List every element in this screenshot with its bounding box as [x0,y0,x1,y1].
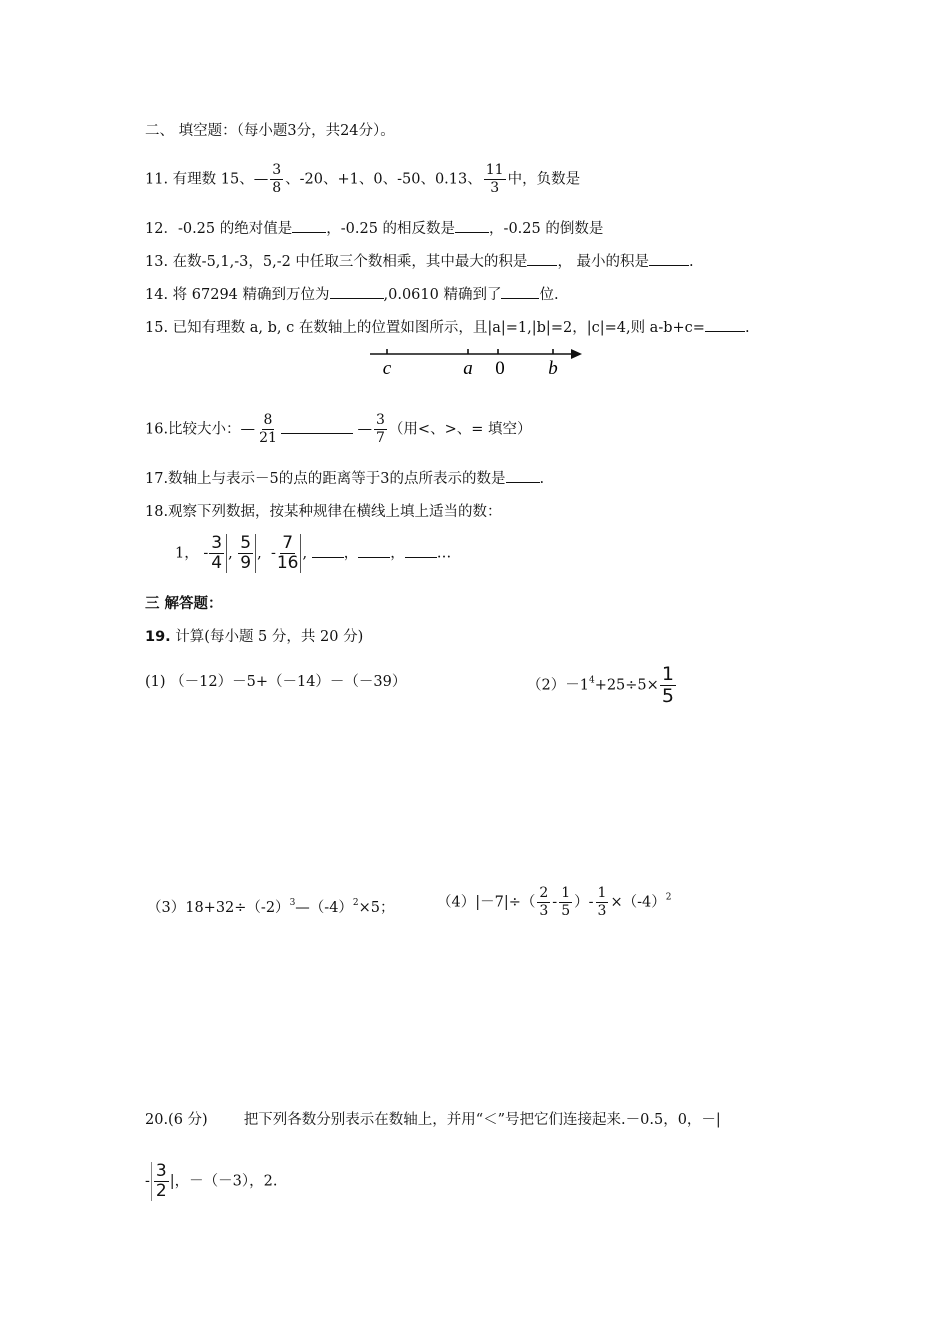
fraction: $\frac{1}{5}$ [661,663,674,707]
answer-blank[interactable] [281,419,353,434]
question-18-sequence: 1， - $\frac{3}{4}$ , $\frac{5}{9}$ , - $\frac{7}{16}$ , ， ， … [175,533,452,573]
question-20: 20.(6 分) 把下列各数分别表示在数轴上，并用“＜”号把它们连接起来.－0.5，0，－| [145,1112,721,1128]
question-12: 12．-0.25 的绝对值是 ，-0.25 的相反数是 ，-0.25 的倒数是 [145,218,603,239]
fraction-abs: $\frac{3}{4}$ [209,534,227,573]
fraction: $\frac{1}{3}$ [597,885,607,919]
axis-arrow [571,349,582,359]
fraction: $\frac{11}{3}$ [485,162,504,196]
question-20-line-2: - $\frac{3}{2}$ |，－（－3），2. [145,1161,278,1201]
answer-blank[interactable] [312,543,344,558]
section-3-heading: 三 解答题： [145,596,223,612]
answer-blank[interactable] [501,284,539,299]
question-19-part-1: (1) （－12）－5+（－14）－（－39） [145,674,407,690]
question-14: 14. 将 67294 精确到万位为 ,0.0610 精确到了 位. [145,284,559,305]
fraction-abs: $\frac{5}{9}$ [238,534,256,573]
question-16: 16.比较大小：— $\frac{8}{21}$ — $\frac{3}{7}$ （用<、>、= 填空） [145,412,532,446]
number-line-figure [360,340,600,382]
answer-blank[interactable] [527,251,557,266]
question-19-part-4: （4）|－7|÷（ $\frac{2}{3}$ - $\frac{1}{5}$ ）- $\frac{1}{3}$ $\times(-4)^2$ [437,885,672,919]
question-19-part-3: $(3)18+32\div(-2)^3—(-4)^2\times 5$； [147,898,395,916]
answer-blank[interactable] [292,218,326,233]
answer-blank[interactable] [358,543,390,558]
label-zero: 0 [495,358,505,379]
answer-blank[interactable] [649,251,689,266]
answer-blank[interactable] [455,218,489,233]
question-15: 15. 已知有理数 a, b, c 在数轴上的位置如图所示，且|a|=1,|b|=2，|c|=4,则 a-b+c= . [145,317,750,338]
question-18: 18.观察下列数据，按某种规律在横线上填上适当的数： [145,504,502,520]
answer-blank[interactable] [705,317,745,332]
fraction: $\frac{3}{7}$ [376,412,385,446]
question-13: 13. 在数-5,1,-3，5,-2 中任取三个数相乘，其中最大的积是 ， 最小的积是 . [145,251,694,272]
fraction: $\frac{2}{3}$ [539,885,549,919]
fraction: $\frac{1}{5}$ [561,885,571,919]
question-17: 17.数轴上与表示－5的点的距离等于3的点所表示的数是 . [145,468,544,489]
fraction: $\frac{3}{8}$ [272,162,282,196]
answer-blank[interactable] [506,468,540,483]
question-19-part-2: $(2)-1^4+25\div 5\times$ $\frac{1}{5}$ [527,663,674,707]
answer-blank[interactable] [405,543,437,558]
fraction: $\frac{8}{21}$ [259,412,277,446]
fraction: $\frac{3}{2}$ [151,1162,169,1201]
label-b: b [548,358,558,379]
label-c: c [382,358,392,379]
section-2-heading: 二、 填空题：（每小题3分，共24分）。 [145,123,395,139]
question-19: 19. 计算(每小题 5 分，共 20 分) [145,629,364,645]
answer-blank[interactable] [330,284,384,299]
label-a: a [463,358,473,379]
question-11: 11. 有理数 15、— $\frac{3}{8}$ 、-20、+1、0、-50、0.13、 $\frac{11}{3}$ 中，负数是 [145,162,581,196]
fraction-abs: $\frac{7}{16}$ [277,534,302,573]
